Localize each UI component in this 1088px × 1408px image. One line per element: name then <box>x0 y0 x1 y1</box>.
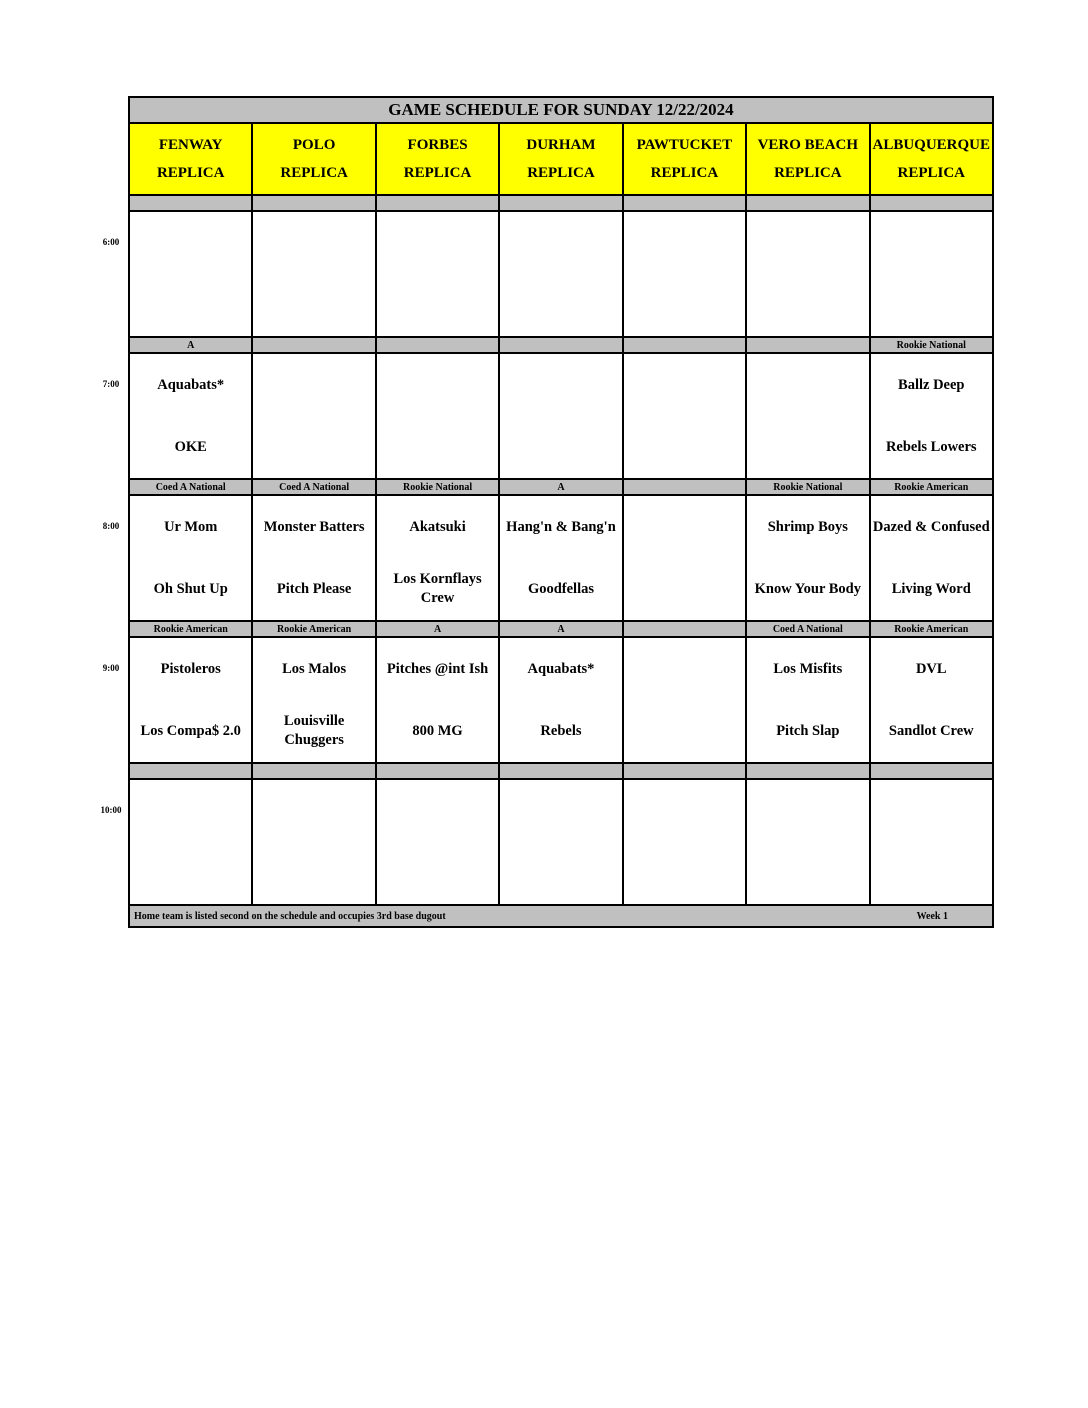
division-label <box>376 337 499 353</box>
game-cell <box>252 211 375 337</box>
game-cell <box>129 637 252 763</box>
away-team <box>500 212 621 274</box>
away-team <box>624 496 745 558</box>
away-team <box>624 212 745 274</box>
home-team <box>253 416 374 478</box>
game-cell <box>129 495 252 621</box>
footer-note: Home team is listed second on the schedule and occupies 3rd base dugout <box>134 910 446 922</box>
game-cell <box>252 779 375 905</box>
game-cell <box>623 637 746 763</box>
game-cell <box>129 353 252 479</box>
field-header-2 <box>376 123 499 195</box>
division-label <box>376 763 499 779</box>
away-team: Monster Batters <box>263 518 365 535</box>
division-label <box>129 763 252 779</box>
division-label <box>376 195 499 211</box>
game-cell <box>129 779 252 905</box>
division-label <box>623 479 746 495</box>
away-team <box>130 780 251 842</box>
game-cell <box>746 637 869 763</box>
away-team: Los Misfits <box>773 660 843 677</box>
game-cell <box>746 495 869 621</box>
time-slot-row <box>129 211 993 337</box>
game-cell <box>870 353 993 479</box>
away-team <box>747 780 868 842</box>
home-team <box>500 416 621 478</box>
field-name: FENWAY <box>158 137 223 153</box>
game-cell <box>870 211 993 337</box>
time-slot-row <box>129 637 993 763</box>
home-team: Sandlot Crew <box>888 722 974 739</box>
home-team <box>624 842 745 904</box>
game-cell <box>376 779 499 905</box>
home-team <box>747 842 868 904</box>
home-team: OKE <box>174 438 207 455</box>
game-cell <box>870 779 993 905</box>
field-type: REPLICA <box>774 165 842 181</box>
division-row <box>129 337 993 353</box>
game-cell <box>870 637 993 763</box>
time-slot-row <box>129 779 993 905</box>
away-team: Pistoleros <box>160 660 221 677</box>
field-type: REPLICA <box>897 165 966 181</box>
field-header-1 <box>252 123 375 195</box>
home-team <box>624 700 745 762</box>
home-team: Rebels Lowers <box>885 438 977 455</box>
field-name: FORBES <box>407 137 468 153</box>
home-team <box>624 274 745 336</box>
home-team <box>747 416 868 478</box>
schedule-title: GAME SCHEDULE FOR SUNDAY 12/22/2024 <box>129 97 993 123</box>
game-cell <box>746 353 869 479</box>
game-cell <box>746 211 869 337</box>
division-label: Coed A National <box>129 479 252 495</box>
away-team <box>871 212 992 274</box>
away-team <box>624 638 745 700</box>
home-team <box>500 274 621 336</box>
field-name: PAWTUCKET <box>636 137 733 153</box>
away-team <box>500 354 621 416</box>
game-cell <box>623 495 746 621</box>
division-label <box>870 195 993 211</box>
field-type: REPLICA <box>156 165 225 181</box>
home-team: Los Kornflays Crew <box>393 571 482 606</box>
time-slot-row <box>129 353 993 479</box>
away-team: Los Malos <box>282 660 347 677</box>
home-team <box>871 842 992 904</box>
home-team <box>871 274 992 336</box>
home-team: Oh Shut Up <box>153 580 228 597</box>
division-label: Coed A National <box>252 479 375 495</box>
field-name: POLO <box>292 137 336 153</box>
footer-cell <box>129 905 993 927</box>
division-label: Rookie American <box>129 621 252 637</box>
division-label <box>499 763 622 779</box>
away-team <box>871 780 992 842</box>
away-team <box>377 212 498 274</box>
home-team <box>130 842 251 904</box>
division-label: Rookie National <box>870 337 993 353</box>
away-team: Ur Mom <box>164 518 218 535</box>
field-type: REPLICA <box>403 165 472 181</box>
division-label <box>746 195 869 211</box>
game-cell <box>252 495 375 621</box>
home-team <box>377 416 498 478</box>
field-header-0 <box>129 123 252 195</box>
away-team <box>747 354 868 416</box>
away-team <box>253 780 374 842</box>
game-cell <box>746 779 869 905</box>
home-team: Louisville Chuggers <box>283 713 345 748</box>
away-team: DVL <box>915 660 947 677</box>
time-label: 9:00 <box>102 663 120 673</box>
field-name: ALBUQUERQUE <box>872 137 991 153</box>
division-label <box>499 195 622 211</box>
home-team <box>130 274 251 336</box>
division-label: Rookie American <box>252 621 375 637</box>
division-row <box>129 621 993 637</box>
field-header-row <box>129 123 993 195</box>
home-team: Pitch Please <box>276 580 352 597</box>
home-team <box>747 274 868 336</box>
away-team <box>747 212 868 274</box>
division-label <box>499 337 622 353</box>
time-label: 10:00 <box>100 805 122 815</box>
division-label <box>252 763 375 779</box>
division-label <box>252 195 375 211</box>
away-team: Pitches @int Ish <box>386 660 489 677</box>
away-team: Shrimp Boys <box>767 518 848 535</box>
away-team: Akatsuki <box>409 518 466 535</box>
away-team: Hang'n & Bang'n <box>506 518 616 535</box>
field-header-4 <box>623 123 746 195</box>
time-slot-row <box>129 495 993 621</box>
division-label <box>870 763 993 779</box>
division-label: Rookie American <box>870 479 993 495</box>
field-type: REPLICA <box>650 165 719 181</box>
division-label <box>746 763 869 779</box>
game-cell <box>376 495 499 621</box>
away-team <box>253 354 374 416</box>
division-row <box>129 763 993 779</box>
away-team: Aquabats* <box>157 376 225 393</box>
game-cell <box>129 211 252 337</box>
away-team <box>377 354 498 416</box>
home-team <box>500 842 621 904</box>
footer-row <box>129 905 993 927</box>
home-team: Los Compa$ 2.0 <box>140 722 241 739</box>
away-team <box>377 780 498 842</box>
away-team <box>130 212 251 274</box>
home-team: Pitch Slap <box>776 722 840 739</box>
home-team <box>377 274 498 336</box>
away-team: Aquabats* <box>527 660 595 677</box>
game-cell <box>376 211 499 337</box>
division-row <box>129 195 993 211</box>
time-label: 7:00 <box>102 379 120 389</box>
time-label: 8:00 <box>102 521 120 531</box>
division-label <box>129 195 252 211</box>
game-cell <box>623 779 746 905</box>
game-cell <box>499 211 622 337</box>
home-team: Know Your Body <box>754 580 861 597</box>
home-team <box>253 842 374 904</box>
field-name: DURHAM <box>526 137 596 153</box>
game-cell <box>623 353 746 479</box>
away-team <box>253 212 374 274</box>
division-label <box>746 337 869 353</box>
division-label: A <box>376 621 499 637</box>
division-label: A <box>499 621 622 637</box>
home-team: Rebels <box>540 722 582 739</box>
week-label: Week 1 <box>916 910 948 922</box>
home-team <box>624 558 745 620</box>
division-label: Rookie National <box>746 479 869 495</box>
field-header-6 <box>870 123 993 195</box>
field-type: REPLICA <box>527 165 595 181</box>
home-team: 800 MG <box>412 722 463 739</box>
home-team <box>377 842 498 904</box>
division-label <box>252 337 375 353</box>
game-cell <box>376 637 499 763</box>
game-cell <box>252 353 375 479</box>
division-label <box>623 195 746 211</box>
division-label <box>623 763 746 779</box>
game-cell <box>499 353 622 479</box>
division-row <box>129 479 993 495</box>
away-team <box>624 354 745 416</box>
game-cell <box>623 211 746 337</box>
game-cell <box>252 637 375 763</box>
away-team: Ballz Deep <box>898 376 965 393</box>
game-cell <box>870 495 993 621</box>
field-header-3 <box>499 123 622 195</box>
division-label: A <box>499 479 622 495</box>
away-team <box>500 780 621 842</box>
field-name: VERO BEACH <box>757 137 859 153</box>
division-label <box>623 337 746 353</box>
schedule-table <box>128 96 994 928</box>
game-cell <box>499 637 622 763</box>
away-team: Dazed & Confused <box>872 518 990 535</box>
home-team: Goodfellas <box>527 580 594 597</box>
game-cell <box>499 495 622 621</box>
division-label <box>623 621 746 637</box>
time-label: 6:00 <box>102 237 120 247</box>
division-label: A <box>129 337 252 353</box>
division-label: Rookie American <box>870 621 993 637</box>
field-header-5 <box>746 123 869 195</box>
game-cell <box>499 779 622 905</box>
division-label: Coed A National <box>746 621 869 637</box>
home-team <box>253 274 374 336</box>
home-team: Living Word <box>891 580 971 597</box>
away-team <box>624 780 745 842</box>
home-team <box>624 416 745 478</box>
division-label: Rookie National <box>376 479 499 495</box>
game-cell <box>376 353 499 479</box>
field-type: REPLICA <box>280 165 348 181</box>
